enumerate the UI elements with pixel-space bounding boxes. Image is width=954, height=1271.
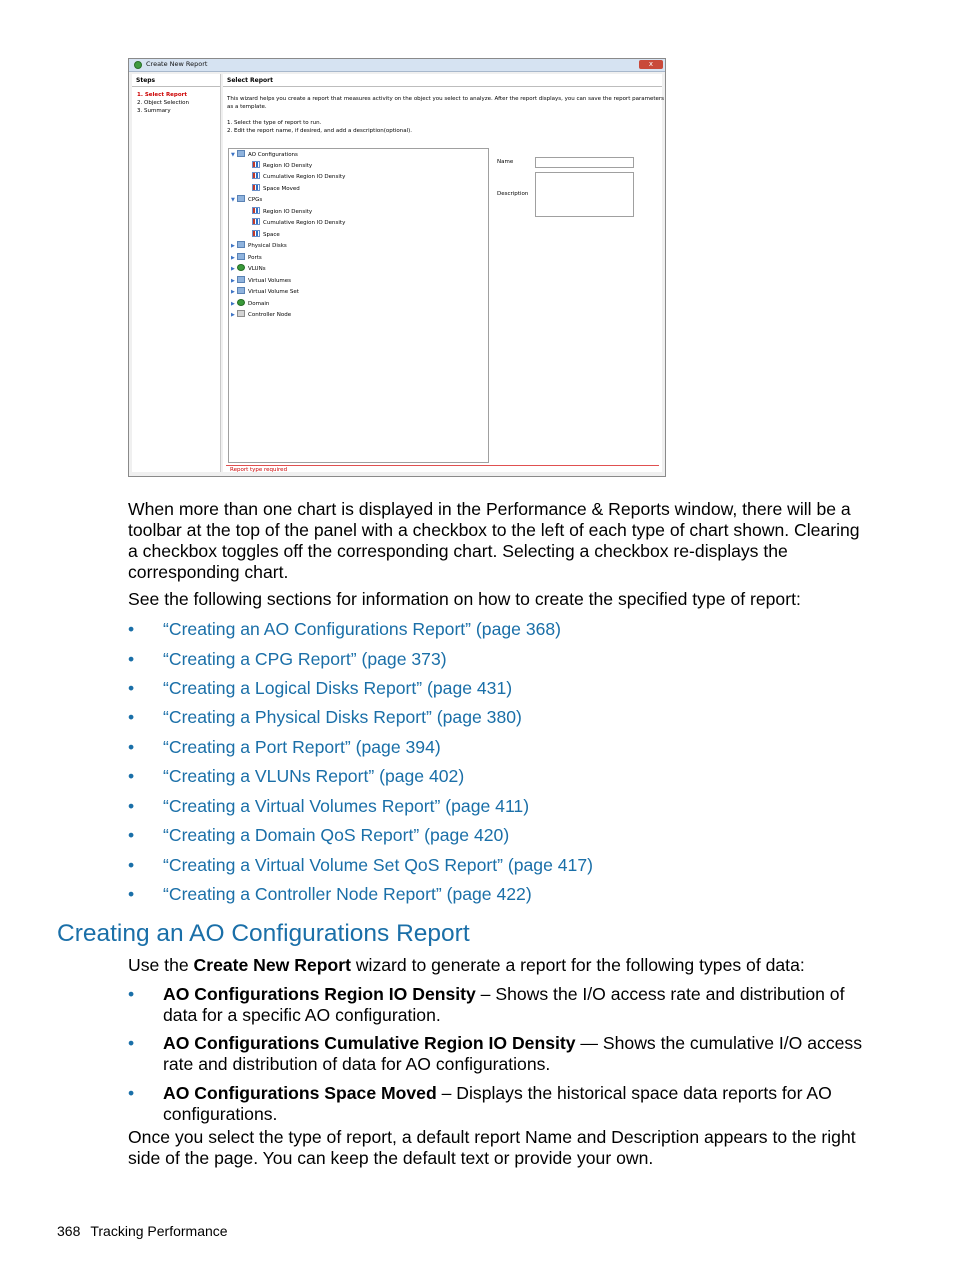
wizard-instructions <box>227 120 662 135</box>
steps-panel <box>132 74 221 472</box>
globe-icon <box>237 299 245 306</box>
chart-icon <box>252 207 260 214</box>
instruction-2: 2. Edit the report name, if desired, and add a description(optional). <box>227 127 413 134</box>
page-footer <box>57 1223 228 1239</box>
description-input[interactable] <box>535 172 634 217</box>
expand-arrow-icon[interactable]: ▶ <box>231 278 235 284</box>
tree-node-virtual-volumes[interactable]: ▶ Virtual Volumes <box>231 278 292 284</box>
link-virtual-volume-set-qos-report[interactable]: “Creating a Virtual Volume Set QoS Report” (page 417) <box>163 855 593 875</box>
instruction-1: 1. Select the type of report to run. <box>227 120 322 127</box>
port-icon <box>237 253 245 260</box>
description-label: Description <box>497 191 529 197</box>
app-icon <box>134 61 142 69</box>
collapse-arrow-icon[interactable]: ▼ <box>231 152 235 158</box>
see-sections-paragraph: See the following sections for information on how to create the specified type of report: <box>128 589 801 609</box>
step-object-selection: 2. Object Selection <box>137 100 190 106</box>
chart-icon <box>252 218 260 225</box>
steps-header: Steps <box>132 74 220 87</box>
report-type-tree[interactable] <box>228 148 489 463</box>
link-domain-qos-report[interactable]: “Creating a Domain QoS Report” (page 420) <box>163 825 510 845</box>
folder-icon <box>237 195 245 202</box>
tree-node-cpgs[interactable]: ▼ CPGs <box>231 197 263 203</box>
footer-section: Tracking Performance <box>90 1223 228 1239</box>
tree-node-ports[interactable]: ▶ Ports <box>231 255 262 261</box>
tree-node-controller-node[interactable]: ▶ Controller Node <box>231 312 292 318</box>
error-divider <box>226 465 659 466</box>
tree-node-region-io-density[interactable]: Region IO Density <box>252 161 312 170</box>
tree-node-cpg-cumulative-region-io-density[interactable]: Cumulative Region IO Density <box>252 218 345 227</box>
expand-arrow-icon[interactable]: ▶ <box>231 255 235 261</box>
link-port-report[interactable]: “Creating a Port Report” (page 394) <box>163 737 441 757</box>
tree-node-space[interactable]: Space <box>252 230 280 239</box>
tree-node-ao-configurations[interactable]: ▼ AO Configurations <box>231 152 298 158</box>
tree-node-cpg-region-io-density[interactable]: Region IO Density <box>252 207 312 216</box>
tree-node-physical-disks[interactable]: ▶ Physical Disks <box>231 243 287 249</box>
step-summary: 3. Summary <box>137 108 171 114</box>
expand-arrow-icon[interactable]: ▶ <box>231 243 235 249</box>
create-new-report-screenshot <box>128 58 666 477</box>
chart-icon <box>252 161 260 168</box>
expand-arrow-icon[interactable]: ▶ <box>231 289 235 295</box>
tree-node-space-moved[interactable]: Space Moved <box>252 184 300 193</box>
name-label: Name <box>497 159 514 165</box>
collapse-arrow-icon[interactable]: ▼ <box>231 197 235 203</box>
volume-icon <box>237 276 245 283</box>
list-item: • AO Configurations Region IO Density – Shows the I/O access rate and distribution of data for a specific AO configuration. <box>128 984 845 1025</box>
volume-set-icon <box>237 287 245 294</box>
panel-header: Select Report <box>223 74 662 87</box>
default-name-paragraph: Once you select the type of report, a default report Name and Description appears to the right side of the page. You can keep the default text or provide your own. <box>128 1127 856 1168</box>
window-titlebar <box>129 59 665 72</box>
expand-arrow-icon[interactable]: ▶ <box>231 312 235 318</box>
term-space-moved: AO Configurations Space Moved <box>163 1083 437 1103</box>
step-select-report: 1. Select Report <box>137 92 187 98</box>
chart-icon <box>252 230 260 237</box>
report-type-required-error: Report type required <box>230 467 288 473</box>
link-physical-disks-report[interactable]: “Creating a Physical Disks Report” (page 380) <box>163 707 522 727</box>
use-wizard-paragraph: Use the Create New Report wizard to generate a report for the following types of data: <box>128 955 805 975</box>
link-virtual-volumes-report[interactable]: “Creating a Virtual Volumes Report” (page 411) <box>163 796 530 816</box>
chart-icon <box>252 184 260 191</box>
disk-icon <box>237 241 245 248</box>
controller-node-icon <box>237 310 245 317</box>
link-vluns-report[interactable]: “Creating a VLUNs Report” (page 402) <box>163 766 465 786</box>
list-item: • AO Configurations Space Moved – Displays the historical space data reports for AO configurations. <box>128 1083 832 1124</box>
window-close-button[interactable]: x <box>639 60 663 69</box>
tree-node-vluns[interactable]: ▶ VLUNs <box>231 266 266 272</box>
page-number: 368 <box>57 1223 81 1239</box>
tree-node-virtual-volume-set[interactable]: ▶ Virtual Volume Set <box>231 289 299 295</box>
create-new-report-term: Create New Report <box>193 955 351 975</box>
link-controller-node-report[interactable]: “Creating a Controller Node Report” (page 422) <box>163 884 532 904</box>
folder-icon <box>237 150 245 157</box>
wizard-intro-text: This wizard helps you create a report that measures activity on the object you select to analyze. After the report displays, you can save the report parameters as a template. <box>227 96 665 110</box>
link-logical-disks-report[interactable]: “Creating a Logical Disks Report” (page 431) <box>163 678 513 698</box>
term-cumulative-region-io-density: AO Configurations Cumulative Region IO Density <box>163 1033 576 1053</box>
chart-icon <box>252 172 260 179</box>
chart-toolbar-paragraph: When more than one chart is displayed in the Performance & Reports window, there will be a toolbar at the top of the panel with a checkbox to the left of each type of chart shown. Clearing a checkbox toggles off the corresponding chart. Selecting a checkbox re-displays the corresponding chart. <box>128 499 860 582</box>
expand-arrow-icon[interactable]: ▶ <box>231 266 235 272</box>
select-report-panel <box>223 74 665 473</box>
link-ao-configurations-report[interactable]: “Creating an AO Configurations Report” (page 368) <box>163 619 562 639</box>
link-cpg-report[interactable]: “Creating a CPG Report” (page 373) <box>163 649 447 669</box>
name-input[interactable] <box>535 157 634 168</box>
expand-arrow-icon[interactable]: ▶ <box>231 301 235 307</box>
window-title: Create New Report <box>146 60 208 68</box>
list-item: • AO Configurations Cumulative Region IO Density — Shows the cumulative I/O access rate and distribution of data for AO configurations. <box>128 1033 863 1074</box>
tree-node-cumulative-region-io-density[interactable]: Cumulative Region IO Density <box>252 172 345 181</box>
tree-node-domain[interactable]: ▶ Domain <box>231 301 270 307</box>
vlun-icon <box>237 264 245 271</box>
term-region-io-density: AO Configurations Region IO Density <box>163 984 476 1004</box>
section-heading: Creating an AO Configurations Report <box>57 920 470 947</box>
